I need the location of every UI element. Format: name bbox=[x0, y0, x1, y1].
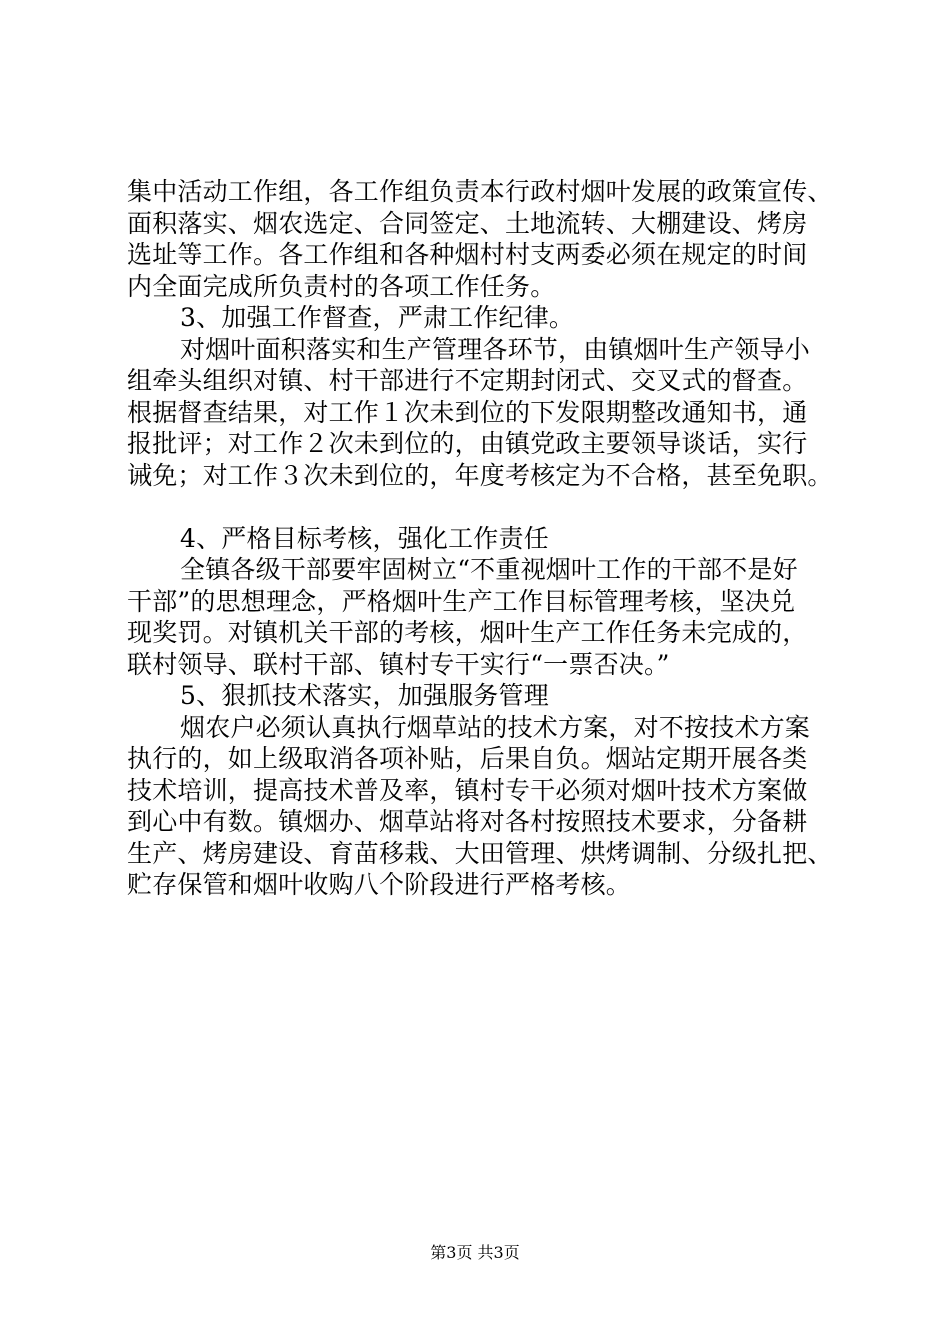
text-line: 报批评；对工作２次未到位的，由镇党政主要领导谈话，实行 bbox=[127, 429, 808, 458]
text-line: 执行的，如上级取消各项补贴，后果自负。烟站定期开展各类 bbox=[127, 744, 808, 773]
text-line: 到心中有数。镇烟办、烟草站将对各村按照技术要求，分备耕 bbox=[127, 807, 808, 836]
page-footer: 第3页 共3页 bbox=[430, 1243, 520, 1262]
text-line: 诫免；对工作３次未到位的，年度考核定为不合格，甚至免职。 bbox=[127, 460, 833, 490]
text-line: 技术培训，提高技术普及率，镇村专干必须对烟叶技术方案做 bbox=[127, 775, 808, 805]
text-line: 4、严格目标考核，强化工作责任 bbox=[180, 523, 549, 553]
text-line: 内全面完成所负责村的各项工作任务。 bbox=[127, 271, 556, 301]
text-line: 干部”的思想理念，严格烟叶生产工作目标管理考核，坚决兑 bbox=[127, 586, 796, 616]
text-line: 选址等工作。各工作组和各种烟村村支两委必须在规定的时间 bbox=[127, 240, 808, 269]
text-line: 组牵头组织对镇、村干部进行不定期封闭式、交叉式的督查。 bbox=[127, 366, 808, 395]
text-line: 贮存保管和烟叶收购八个阶段进行严格考核。 bbox=[127, 870, 632, 899]
text-line: 烟农户必须认真执行烟草站的技术方案，对不按技术方案 bbox=[180, 712, 811, 742]
text-line: 生产、烤房建设、育苗移栽、大田管理、烘烤调制、分级扎把、 bbox=[127, 838, 833, 868]
text-line: 面积落实、烟农选定、合同签定、土地流转、大棚建设、烤房 bbox=[127, 208, 808, 238]
text-line: 根据督查结果，对工作１次未到位的下发限期整改通知书，通 bbox=[127, 397, 808, 427]
text-line: 对烟叶面积落实和生产管理各环节，由镇烟叶生产领导小 bbox=[180, 334, 811, 364]
document-body bbox=[127, 176, 862, 901]
text-line: 5、狠抓技术落实，加强服务管理 bbox=[180, 681, 549, 710]
text-line: 联村领导、联村干部、镇村专干实行“一票否决。” bbox=[127, 649, 670, 679]
blank-line bbox=[127, 491, 862, 523]
text-line: 现奖罚。对镇机关干部的考核，烟叶生产工作任务未完成的， bbox=[127, 618, 808, 647]
text-line: 全镇各级干部要牢固树立“不重视烟叶工作的干部不是好 bbox=[180, 555, 798, 584]
text-line: 3、加强工作督查，严肃工作纪律。 bbox=[180, 303, 575, 332]
text-line: 集中活动工作组，各工作组负责本行政村烟叶发展的政策宣传、 bbox=[127, 177, 833, 206]
